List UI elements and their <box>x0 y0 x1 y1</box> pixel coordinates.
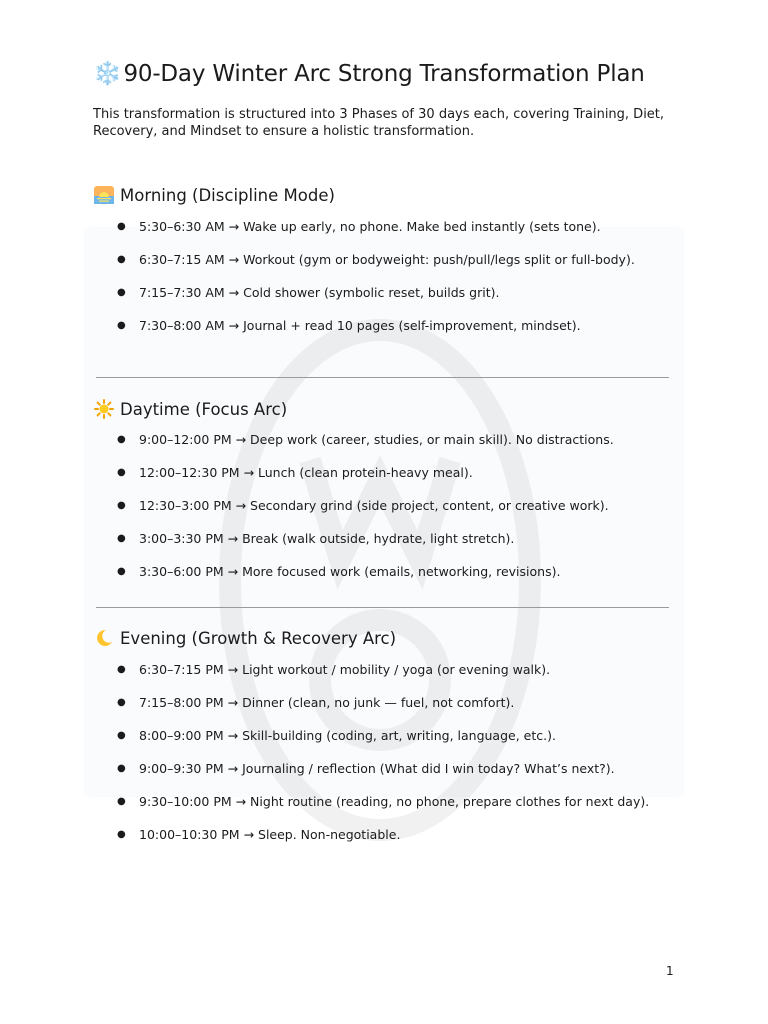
title-text: 90-Day Winter Arc Strong Transformation Plan <box>123 61 645 87</box>
list-item: ● 9:00–12:00 PM → Deep work (career, studies, or main skill). No distractions. <box>117 432 614 447</box>
bullet-icon: ● <box>117 533 126 544</box>
list-item: ● 9:00–9:30 PM → Journaling / reflection (What did I win today? What’s next?). <box>117 761 615 776</box>
bullet-icon: ● <box>117 254 126 265</box>
document-page <box>93 60 683 842</box>
page-title <box>93 60 683 89</box>
morning-list <box>93 219 669 334</box>
bullet-icon: ● <box>117 664 126 675</box>
bullet-icon: ● <box>117 730 126 741</box>
bullet-icon: ● <box>117 287 126 298</box>
sun-icon <box>93 399 115 419</box>
section-divider <box>96 377 669 378</box>
bullet-icon: ● <box>117 829 126 840</box>
list-item: ● 7:30–8:00 AM → Journal + read 10 pages (self-improvement, mindset). <box>117 318 581 333</box>
section-heading-text: Daytime (Focus Arc) <box>120 399 288 419</box>
list-item: ● 10:00–10:30 PM → Sleep. Non-negotiable. <box>117 827 401 842</box>
list-item: ● 12:30–3:00 PM → Secondary grind (side project, content, or creative work). <box>117 498 609 513</box>
bullet-icon: ● <box>117 320 126 331</box>
list-item: ● 12:00–12:30 PM → Lunch (clean protein-heavy meal). <box>117 465 473 480</box>
list-item: ● 3:00–3:30 PM → Break (walk outside, hydrate, light stretch). <box>117 531 515 546</box>
list-item: ● 6:30–7:15 PM → Light workout / mobility / yoga (or evening walk). <box>117 662 551 677</box>
crescent-moon-icon <box>93 628 115 648</box>
list-item: ● 3:30–6:00 PM → More focused work (emails, networking, revisions). <box>117 564 561 579</box>
evening-list <box>93 662 669 843</box>
list-item: ● 6:30–7:15 AM → Workout (gym or bodyweight: push/pull/legs split or full-body). <box>117 252 635 267</box>
bullet-icon: ● <box>117 467 126 478</box>
list-item: ● 8:00–9:00 PM → Skill-building (coding, art, writing, language, etc.). <box>117 728 556 743</box>
list-item: ● 9:30–10:00 PM → Night routine (reading, no phone, prepare clothes for next day). <box>117 794 650 809</box>
list-item: ● 7:15–7:30 AM → Cold shower (symbolic reset, builds grit). <box>117 285 500 300</box>
daytime-list <box>93 432 669 580</box>
section-heading-text: Morning (Discipline Mode) <box>120 185 335 205</box>
snowflake-icon: ❄️ <box>93 61 122 87</box>
bullet-icon: ● <box>117 566 126 577</box>
bullet-icon: ● <box>117 763 126 774</box>
bullet-icon: ● <box>117 434 126 445</box>
bullet-icon: ● <box>117 500 126 511</box>
bullet-icon: ● <box>117 697 126 708</box>
page-number: 1 <box>666 964 674 978</box>
section-heading-daytime <box>93 398 287 420</box>
section-divider <box>96 607 669 608</box>
section-heading-evening <box>93 627 396 649</box>
list-item: ● 5:30–6:30 AM → Wake up early, no phone. Make bed instantly (sets tone). <box>117 219 601 234</box>
intro-paragraph: This transformation is structured into 3 Phases of 30 days each, covering Training, Diet, Recovery, and Mindset to ensure a holistic transformation. <box>93 107 665 139</box>
sunrise-icon <box>93 185 115 205</box>
bullet-icon: ● <box>117 796 126 807</box>
section-heading-text: Evening (Growth & Recovery Arc) <box>120 628 397 648</box>
list-item: ● 7:15–8:00 PM → Dinner (clean, no junk — fuel, not comfort). <box>117 695 515 710</box>
section-heading-morning <box>93 184 335 206</box>
bullet-icon: ● <box>117 221 126 232</box>
